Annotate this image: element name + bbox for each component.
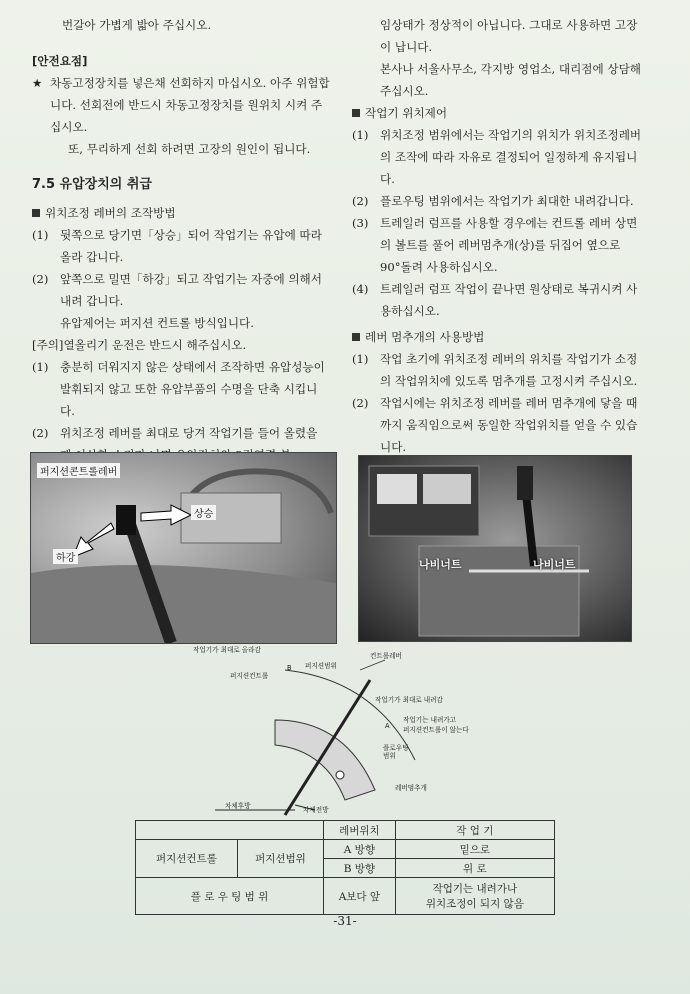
square-bullet-icon [32, 209, 40, 217]
square-bullet-icon [352, 109, 360, 117]
table-cell: 퍼지션범위 [237, 840, 323, 878]
point-b-label: B [287, 664, 292, 672]
safety-note: ★ 차동고정장치를 넣은채 선회하지 마십시오. 아주 위험합니다. 선회전에 반드시 차동고정장치를 원위치 시켜 주십시오. [32, 72, 332, 138]
table-cell: A 방향 [324, 840, 396, 859]
table-cell: A보다 앞 [324, 878, 396, 915]
table-cell: 작업기는 내려가나 위치조정이 되지 않음 [395, 878, 554, 915]
safety-heading: [안전요점] [32, 54, 88, 68]
list-item: (4) 트레일러 럼프 작업이 끝나면 원상태로 복귀시켜 사용하십시오. [352, 282, 638, 318]
floating-range-label: 플로우팅 [383, 744, 409, 752]
table-cell: 퍼지션컨트롤 [136, 840, 238, 878]
table-cell: 플 로 우 팅 범 위 [136, 878, 324, 915]
table-row [136, 821, 555, 840]
lowered-note-2: 퍼지션컨트롤이 않는다 [403, 726, 469, 734]
rear-label: 차체후방 [225, 802, 251, 810]
wing-nut-label-right: 나비너트 [533, 558, 576, 571]
floating-range-label-2: 범위 [383, 752, 396, 760]
section-title: 7.5 유압장치의 취급 [32, 177, 152, 192]
position-range-label: 퍼지션범위 [305, 662, 337, 670]
subsection-position-control: 작업기 위치제어 [352, 102, 642, 124]
list-item: (2) 플로우팅 범위에서는 작업기가 최대한 내려갑니다. [352, 194, 634, 208]
table-header: 레버위치 [324, 821, 396, 840]
lever-stop-photo [358, 455, 632, 642]
table-row [136, 840, 555, 859]
table-row [136, 878, 555, 915]
max-down-label: 작업기가 최대로 내려감 [375, 696, 443, 704]
table-header: 작 업 기 [395, 821, 554, 840]
list-item: (3) 트레일러 럼프를 사용할 경우에는 컨트롤 레버 상면의 볼트를 풀어 레버멈추개(상)를 뒤집어 옆으로 90°돌려 사용하십시오. [352, 216, 638, 274]
max-up-label: 작업기가 최대로 올라감 [193, 646, 261, 654]
list-item: (2) 위치조정 레버를 최대로 당겨 작업기를 들어 올렸을 [32, 426, 318, 440]
list-item: (2) 작업시에는 위치조정 레버를 레버 멈추개에 닿을 때까지 움직임으로써 동일한 작업위치를 얻을 수 있습니다. [352, 396, 638, 454]
caution-line: [주의]열올리기 운전은 반드시 해주십시오. [32, 338, 247, 352]
lever-photo [30, 452, 337, 644]
list-item: (2) 앞쪽으로 밀면「하강」되고 작업기는 자중에 의해서 내려 갑니다. [32, 272, 322, 308]
lever-stop-drawing [359, 456, 631, 641]
subsection-lever-operation: 위치조정 레버의 조작방법 [32, 202, 332, 224]
safety-note-2: 또, 무리하게 선회 하려면 고장의 원인이 됩니다. [68, 142, 311, 156]
front-label: 차체전방 [303, 806, 329, 814]
table-cell: 밑으로 [395, 840, 554, 859]
lever-position-table [135, 820, 555, 915]
point-a-label: A [385, 722, 390, 730]
up-label: 상승 [191, 505, 216, 520]
list-item: (1) 충분히 더워지지 않은 상태에서 조작하면 유압성능이 발휘되지 않고 또한 유압부품의 수명을 단축 시킵니다. [32, 360, 325, 418]
star-icon: ★ [32, 76, 43, 90]
lever-stop-label: 레버멈추개 [395, 784, 427, 792]
page-number: -31- [333, 914, 357, 928]
right-column [352, 14, 642, 458]
lever-photo-drawing [31, 453, 336, 643]
continued-text: 임상태가 정상적이 아닙니다. 그대로 사용하면 고장이 납니다. [380, 18, 638, 54]
list-item: (1) 위치조정 범위에서는 작업기의 위치가 위치조정레버의 조작에 따라 자유로 결정되어 일정하게 유지됩니다. [352, 128, 642, 186]
table-cell: 위 로 [395, 859, 554, 878]
list-item: (1) 작업 초기에 위치조정 레버의 위치를 작업기가 소정의 작업위치에 있도록 멈추개를 고정시켜 주십시오. [352, 352, 638, 388]
continued-line: 번갈아 가볍게 밟아 주십시오. [62, 18, 212, 32]
square-bullet-icon [352, 333, 360, 341]
note-line: 유압제어는 퍼지션 컨트롤 방식입니다. [60, 316, 254, 330]
wing-nut-label-left: 나비너트 [419, 558, 462, 571]
control-lever-label: 컨트롤레버 [370, 652, 402, 660]
table-cell: B 방향 [324, 859, 396, 878]
down-label: 하강 [53, 549, 78, 564]
lever-range-diagram [185, 640, 485, 820]
left-column [32, 14, 332, 466]
continued-text-2: 본사나 서울사무소, 각지방 영업소, 대리점에 상담해 주십시오. [380, 62, 641, 98]
lowered-note-1: 작업기는 내려가고 [403, 716, 457, 724]
subsection-lever-stop: 레버 멈추개의 사용방법 [352, 326, 642, 348]
list-item: (1) 뒷쪽으로 당기면「상승」되어 작업기는 유압에 따라 올라 갑니다. [32, 228, 322, 264]
position-control-label: 퍼지션컨트롤 [230, 672, 269, 680]
position-control-lever-label: 퍼지션콘트롤레버 [37, 463, 120, 478]
